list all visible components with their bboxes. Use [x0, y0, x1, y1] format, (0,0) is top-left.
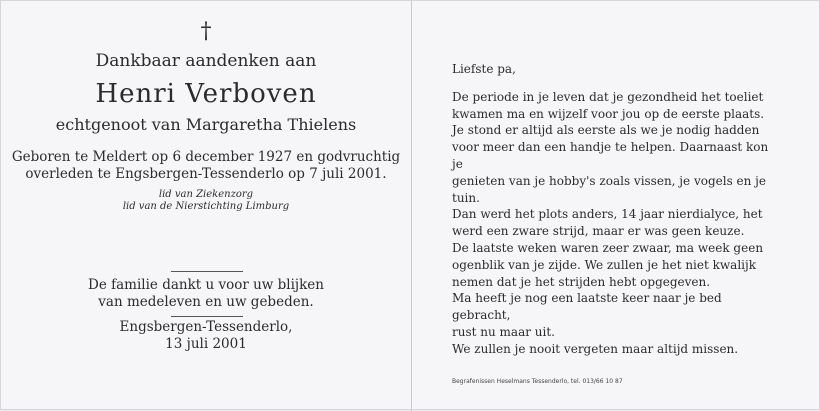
- letter-line: nemen dat je het strijden hebt opgegeven.: [452, 274, 711, 289]
- death-line: overleden te Engsbergen-Tessenderlo op 7 juli 2001.: [25, 166, 387, 182]
- family-thanks: [1, 277, 411, 311]
- letter-line: De periode in je leven dat je gezondheid het toeliet: [452, 89, 764, 104]
- letter-line: rust nu maar uit.: [452, 324, 555, 339]
- letter-line: ogenblik van je zijde. We zullen je het niet kwalijk: [452, 257, 757, 272]
- letter-line: voor meer dan een handje te helpen. Daarnaast kon je: [452, 140, 769, 171]
- dedication-heading: Dankbaar aandenken aan: [95, 51, 317, 71]
- letter-line: Dan werd het plots anders, 14 jaar nierdialyce, het: [452, 207, 763, 222]
- letter-line: werd een zware strijd, maar er was geen keuze.: [452, 224, 745, 239]
- date: 13 juli 2001: [165, 336, 247, 352]
- deceased-name: Henri Verboven: [95, 79, 317, 109]
- place: Engsbergen-Tessenderlo,: [119, 319, 293, 335]
- divider-bottom: [171, 316, 243, 317]
- letter-greeting: Liefste pa,: [452, 62, 516, 76]
- letter-line: kwamen ma en wijzelf voor jou op de eerste plaats.: [452, 106, 765, 121]
- membership-ziekenzorg: lid van Ziekenzorg: [158, 189, 254, 200]
- letter-line: Je stond er altijd als eerste als we je nodig hadden: [452, 123, 760, 138]
- undertaker-imprint: Begrafenissen Heselmans Tessenderlo, tel. 013/66 10 87: [452, 378, 623, 385]
- left-panel: [1, 1, 411, 411]
- letter-line: Ma heeft je nog een laatste keer naar je bed gebracht,: [452, 291, 722, 323]
- letter-line: We zullen je nooit vergeten maar altijd missen.: [452, 341, 739, 356]
- letter-line: De laatste weken waren zeer zwaar, ma week geen: [452, 240, 764, 255]
- birth-death-text: [1, 149, 411, 183]
- letter: [452, 61, 782, 358]
- divider-top: [171, 271, 243, 272]
- right-panel: [412, 1, 820, 411]
- letter-line: genieten van je hobby's zoals vissen, je vogels en je: [452, 173, 767, 188]
- family-thanks-line2: van medeleven en uw gebeden.: [98, 294, 314, 310]
- letter-line: tuin.: [452, 190, 480, 205]
- spouse-line: echtgenoot van Margaretha Thielens: [55, 115, 357, 134]
- family-thanks-line1: De familie dankt u voor uw blijken: [88, 277, 324, 293]
- memberships: [1, 189, 411, 213]
- place-date: [1, 319, 411, 353]
- birth-line: Geboren te Meldert op 6 december 1927 en godvruchtig: [11, 149, 401, 165]
- cross-symbol: †: [200, 19, 212, 44]
- membership-nierstichting: lid van de Nierstichting Limburg: [122, 201, 290, 212]
